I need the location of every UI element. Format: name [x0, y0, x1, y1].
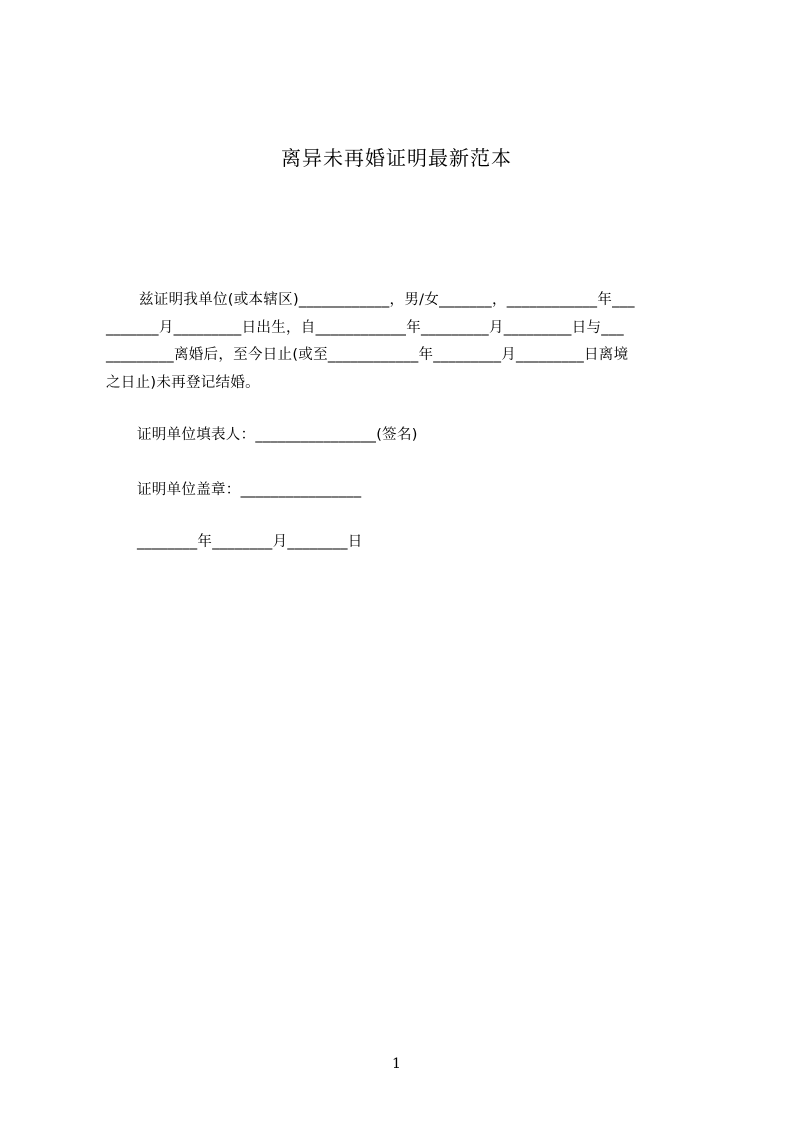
document-title: 离异未再婚证明最新范本	[281, 146, 512, 170]
certificate-text-line-1: 兹证明我单位(或本辖区)____________，男/女_______，____________年___	[139, 292, 635, 308]
certificate-text-line-4: 之日止)未再登记结婚。	[106, 375, 260, 391]
page-number: 1	[392, 1056, 401, 1072]
certificate-text-line-3: _________离婚后，至今日止(或至____________年_________月_________日离境	[106, 347, 629, 363]
date-line: ________年________月________日	[137, 534, 363, 550]
filler-signature-line: 证明单位填表人：________________(签名)	[137, 427, 418, 443]
seal-line: 证明单位盖章：________________	[137, 482, 362, 498]
certificate-text-line-2: _______月_________日出生，自____________年_________月_________日与___	[106, 320, 624, 336]
